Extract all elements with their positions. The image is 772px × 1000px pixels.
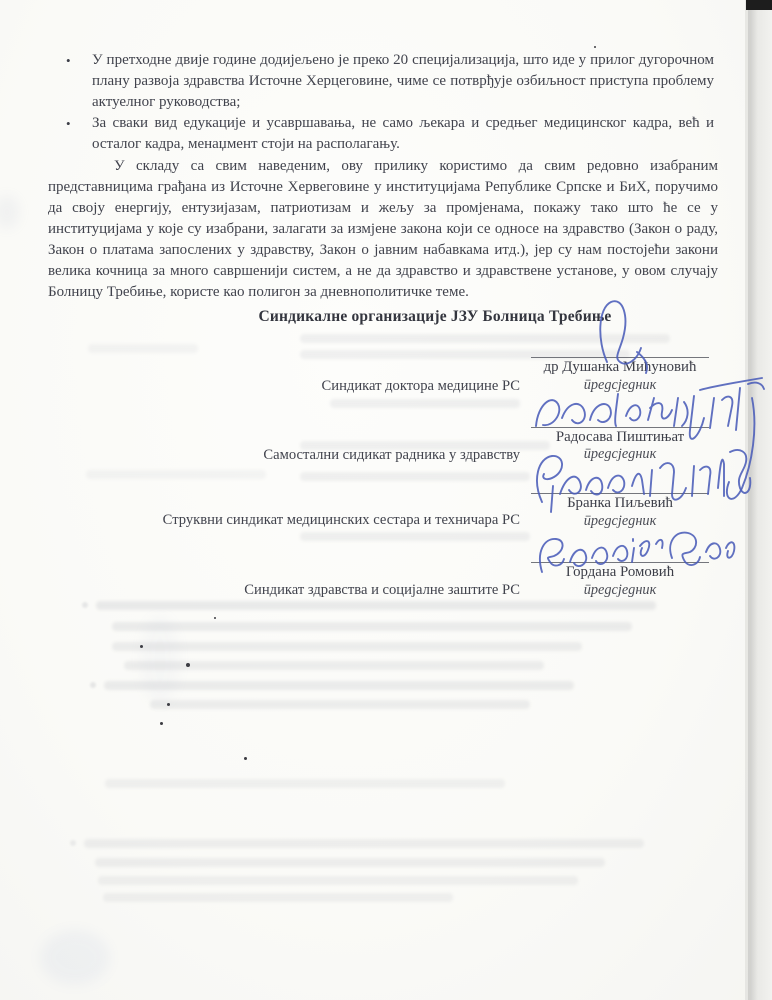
- bleedthrough-line: [84, 839, 644, 848]
- union-org-label: Синдикат доктора медицине РС: [321, 378, 520, 394]
- bleedthrough-line: [98, 876, 578, 885]
- bullet-text: У претходне двије године додијељено је преко 20 специјализација, што иде у прилог дугорочном плану развоја здравства Источне Херцеговине, чиме се потврђује озбиљност приступа проблему актуелног руководства;: [92, 52, 714, 110]
- signature-rule: [531, 427, 709, 428]
- bullet-marker: •: [66, 116, 71, 131]
- ink-smudge: [40, 930, 110, 985]
- bleedthrough-line: [96, 601, 656, 610]
- bullet-text: За сваки вид едукације и усавршавања, не само љекара и средњег медицинског кадра, већ и осталог кадра, менаџмент стоји на располагању.: [92, 115, 714, 152]
- bullet-item: [48, 113, 714, 155]
- bleedthrough-line: [300, 334, 670, 343]
- signatory-name: Гордана Ромовић: [565, 564, 675, 580]
- ink-speck: [186, 663, 190, 667]
- bleedthrough-line: [330, 399, 520, 408]
- union-org-label: Самостални сидикат радника у здравству: [263, 447, 520, 463]
- bleedthrough-line: [150, 700, 530, 709]
- scan-edge-shadow: [745, 0, 750, 1000]
- signature-rule: [531, 562, 709, 563]
- signatory-title: предсједник: [583, 582, 657, 598]
- bullet-item: [48, 50, 714, 113]
- bleedthrough-line: [112, 622, 632, 631]
- section-heading: Синдикалне организације ЈЗУ Болница Требиње: [258, 308, 612, 325]
- bleedthrough-bullet: [90, 682, 96, 688]
- bleedthrough-line: [300, 532, 530, 541]
- ink-speck: [160, 722, 163, 725]
- union-org-label: Струквни синдикат медицинских сестара и техничара РС: [162, 512, 520, 528]
- signatory-title: предсједник: [583, 446, 657, 462]
- bleedthrough-line: [95, 858, 605, 867]
- signatory-name: Бранка Пиљевић: [567, 495, 673, 511]
- signatory-title: предсједник: [583, 377, 657, 393]
- bleedthrough-line: [103, 893, 453, 902]
- ink-speck: [594, 46, 596, 48]
- bleedthrough-line: [112, 642, 582, 651]
- signatory-title: предсједник: [583, 513, 657, 529]
- bleedthrough-bullet: [82, 602, 88, 608]
- ink-smudge: [140, 615, 180, 705]
- ink-smudge: [0, 195, 20, 229]
- union-org-label: Синдикат здравства и социјалне заштите РС: [244, 582, 520, 598]
- bleedthrough-line: [105, 779, 505, 788]
- body-paragraph: У складу са свим наведеним, ову прилику користимо да свим редовно изабраним представницима грађана из Источне Хервеговине у институцијама Републике Српске и БиХ, поручимо да своју енергију, ентузијазам, патриотизам и жељу за промјенама, покажу тако што ће се у институцијама у које су изабрани, залагати за измјене закона који се односе на здравство (Закон о раду, Закон о платама запослених у здравству, Закон о јавним набавкама итд.), јер су нам постојећи закони велика кочница за много савршенији систем, а не да здравство и здравствене установе, у овом случају Болницу Требиње, користе као полигон за дневнополитичке теме.: [48, 158, 718, 300]
- signatory-name: др Душанка Мићуновић: [543, 359, 697, 375]
- bleedthrough-line: [88, 344, 198, 353]
- ink-speck: [214, 617, 216, 619]
- signatory-name: Радосава Пиштињат: [555, 429, 685, 445]
- bleedthrough-bullet: [70, 840, 76, 846]
- signature-rule: [531, 357, 709, 358]
- bleedthrough-line: [300, 472, 530, 481]
- bleedthrough-line: [86, 470, 266, 479]
- ink-speck: [167, 703, 170, 706]
- signature-rule: [531, 493, 709, 494]
- bullet-list: [48, 50, 714, 155]
- scan-edge-corner: [746, 0, 772, 10]
- bullet-marker: •: [66, 53, 71, 68]
- ink-speck: [244, 757, 247, 760]
- scan-edge-band: [748, 0, 772, 1000]
